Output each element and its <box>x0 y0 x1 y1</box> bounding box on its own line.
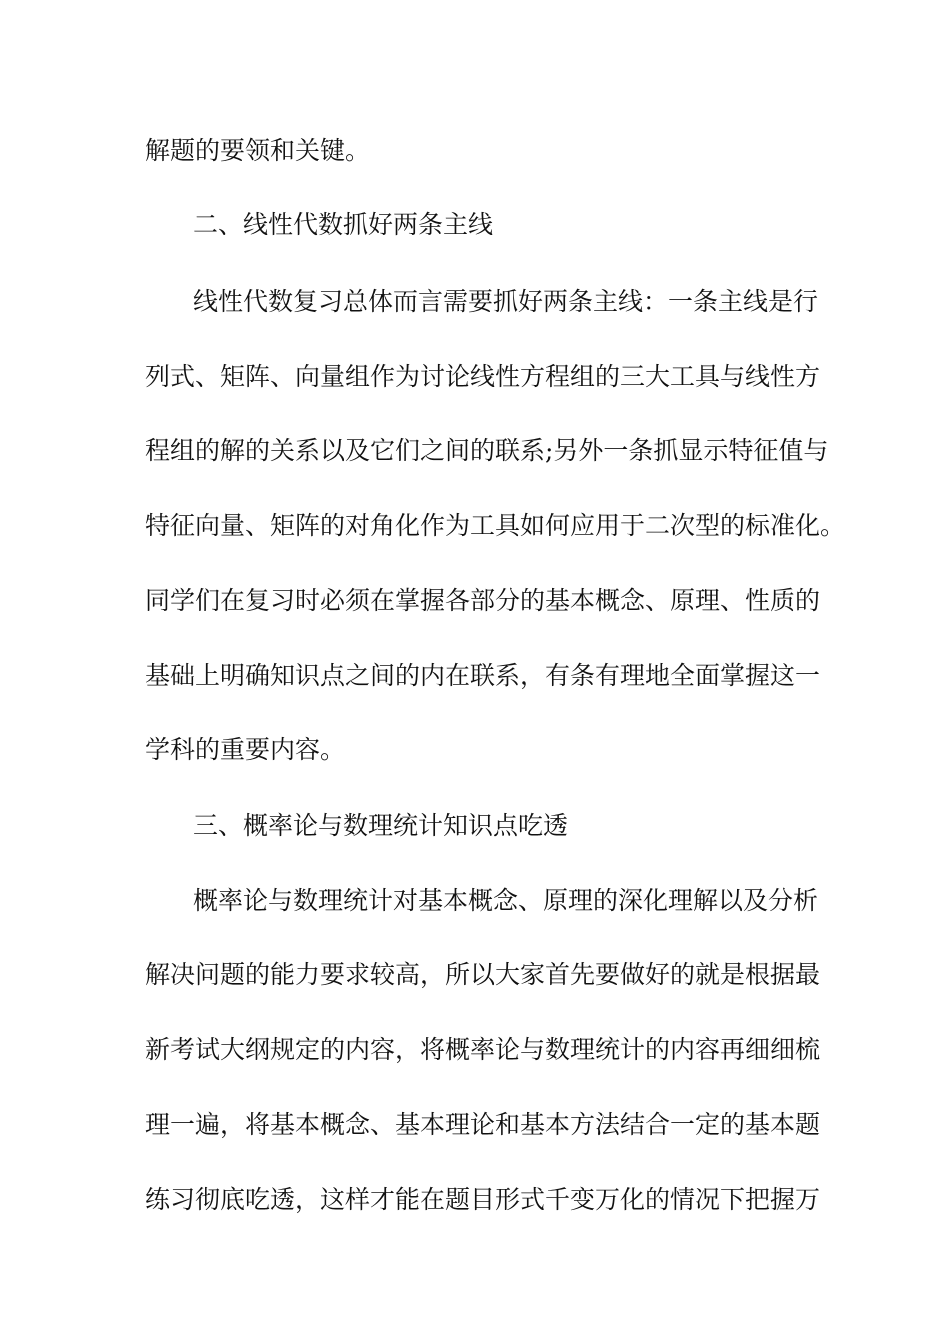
paragraph-line: 新考试大纲规定的内容，将概率论与数理统计的内容再细细梳 <box>145 1035 821 1064</box>
paragraph-line: 练习彻底吃透，这样才能在题目形式千变万化的情况下把握万 <box>145 1185 821 1214</box>
paragraph-line: 基础上明确知识点之间的内在联系，有条有理地全面掌握这一 <box>145 661 821 690</box>
paragraph-line: 特征向量、矩阵的对角化作为工具如何应用于二次型的标准化。 <box>145 511 846 540</box>
section-heading-linear-algebra: 二、线性代数抓好两条主线 <box>193 210 494 239</box>
paragraph-line: 理一遍，将基本概念、基本理论和基本方法结合一定的基本题 <box>145 1110 821 1139</box>
section-heading-probability: 三、概率论与数理统计知识点吃透 <box>193 811 569 840</box>
paragraph-line: 列式、矩阵、向量组作为讨论线性方程组的三大工具与线性方 <box>145 362 821 391</box>
paragraph-line: 学科的重要内容。 <box>145 735 346 764</box>
paragraph-line: 程组的解的关系以及它们之间的联系;另外一条抓显示特征值与 <box>145 436 829 465</box>
paragraph-line: 概率论与数理统计对基本概念、原理的深化理解以及分析 <box>193 886 819 915</box>
paragraph-line: 解决问题的能力要求较高，所以大家首先要做好的就是根据最 <box>145 960 821 989</box>
paragraph-line: 同学们在复习时必须在掌握各部分的基本概念、原理、性质的 <box>145 586 821 615</box>
paragraph-line: 线性代数复习总体而言需要抓好两条主线：一条主线是行 <box>193 287 819 316</box>
paragraph-line: 解题的要领和关键。 <box>145 136 371 165</box>
